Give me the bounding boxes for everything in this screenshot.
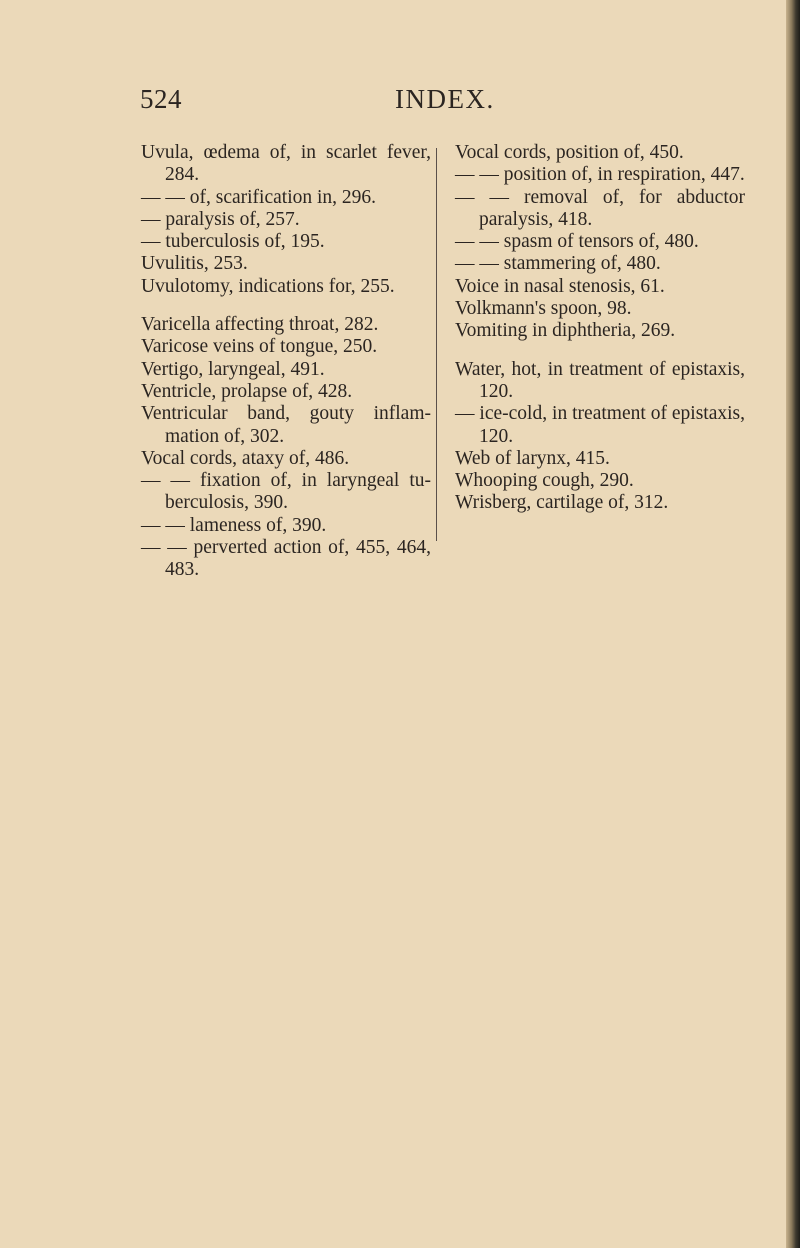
index-entry: — ice-cold, in treatment of epistaxis, 120. [455, 403, 745, 447]
index-entry: — — perverted action of, 455, 464, 483. [141, 537, 431, 581]
running-head: INDEX. [395, 84, 495, 114]
index-entry: Uvula, œdema of, in scarlet fever, 284. [141, 142, 431, 186]
index-entry: Ventricular band, gouty inflammation of, 302. [141, 403, 431, 447]
index-entry: Vocal cords, ataxy of, 486. [141, 447, 350, 469]
index-entry: — — fixation of, in laryngeal tuberculosis, 390. [141, 470, 431, 514]
index-column-right [455, 142, 745, 515]
index-entry: — paralysis of, 257. [141, 208, 300, 230]
index-entry: Varicella affecting throat, 282. [141, 314, 379, 336]
index-entry: Water, hot, in treatment of epistaxis, 120. [455, 358, 745, 402]
index-entry: — tuberculosis of, 195. [141, 231, 325, 253]
index-entry: Vocal cords, position of, 450. [455, 142, 684, 163]
index-entry: — — of, scarification in, 296. [141, 186, 377, 208]
index-entry: Whooping cough, 290. [455, 470, 634, 492]
index-entry: Uvulitis, 253. [141, 253, 248, 275]
index-entry: Vomiting in diphtheria, 269. [455, 320, 676, 342]
index-entry: — — spasm of tensors of, 480. [455, 231, 699, 253]
index-entry: — — lameness of, 390. [141, 514, 327, 536]
index-entry: Uvulotomy, indications for, 255. [141, 275, 395, 297]
index-entry: — — position of, in respiration, 447. [455, 164, 745, 186]
index-entry: Ventricle, prolapse of, 428. [141, 380, 353, 402]
page-number: 524 [140, 84, 182, 114]
page-edge-shadow [786, 0, 800, 1248]
page-header [0, 84, 786, 124]
index-column-left [141, 142, 431, 582]
column-divider [436, 148, 437, 541]
index-entry: Volkmann's spoon, 98. [455, 298, 632, 320]
index-entry: Voice in nasal stenosis, 61. [455, 275, 665, 297]
index-entry: Web of larynx, 415. [455, 447, 610, 469]
index-entry: — — removal of, for abductor paralysis, 418. [455, 186, 745, 230]
index-entry: Varicose veins of tongue, 250. [141, 336, 378, 358]
index-entry: — — stammering of, 480. [455, 253, 661, 275]
index-entry: Vertigo, laryngeal, 491. [141, 358, 325, 380]
index-entry: Wrisberg, cartilage of, 312. [455, 492, 669, 514]
